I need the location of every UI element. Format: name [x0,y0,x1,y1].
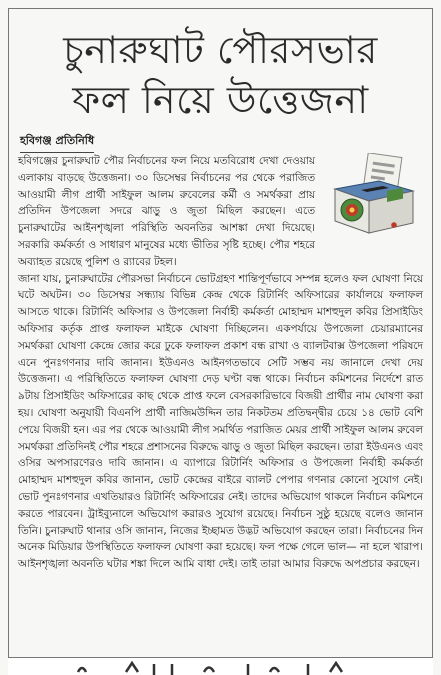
ballot-box-illustration [321,153,423,235]
article-paragraph-1: হবিগঞ্জের চুনারুঘাট পৌর নির্বাচনের ফল নিয়ে মতবিরোধ দেখা দেওয়ায় এলাকায় বাড়ছে উত্তেজনা। ৩০ ডিসেম্বর নির্বাচনের পর থেকে পরাজিত আওয়ামী লীগ প্রার্থী সাইফুল আলম রুবেলের কর্মী ও সমর্থকরা প্রায় প্রতিদিন উপজেলা সদরে ঝাড়ু ও জুতা মিছিল করছেন। এতে চুনারুঘাটের আইনশৃঙ্খলা পরিস্থিতি অবনতির আশঙ্কা দেখা দিয়েছে। সরকারি কর্মকর্তা ও সাধারণ মানুষের মধ্যে ভীতির সৃষ্টি হচ্ছে। পৌর শহরে অব্যাহত রয়েছে পুলিশ ও র‍্যাবের টহল। [18,155,315,268]
headline-line-1: চুনারুঘাট পৌরসভার [63,28,378,72]
next-article-headline-fragment [8,658,433,675]
article-body [18,153,423,573]
headline-line-2: ফল নিয়ে উত্তেজনা [72,78,369,122]
election-seal-icon [341,199,363,221]
byline: হবিগঞ্জ প্রতিনিধি [20,132,94,153]
article-paragraph-2: জানা যায়, চুনারুঘাটের পৌরসভা নির্বাচনে ভোটগ্রহণ শান্তিপূর্ণভাবে সম্পন্ন হলেও ফল ঘোষণা নিয়ে ঘটে অঘটন। ৩০ ডিসেম্বর সন্ধ্যায় বিভিন্ন কেন্দ্র থেকে রিটার্নিং অফিসারের কার্যালয়ে ফলাফল আসতে থাকে। রিটার্নিং অফিসার ও উপজেলা নির্বাহী কর্মকর্তা মোহাম্মদ মাশহুদুল কবির প্রিসাইডিং অফিসার কর্তৃক প্রাপ্ত ফলাফল মাইকে ঘোষণা দিচ্ছিলেন। একপর্যায়ে উপজেলা চেয়ারম্যানের সমর্থকরা ঘোষণা কেন্দ্রে জোর করে ঢুকে ফলাফল প্রকাশ বন্ধ রাখা ও ব্যালটবাক্স উপজেলা পরিষদে এনে পুনঃগণনার দাবি জানান। ইউএনও আইনগতভাবে সেটি সম্ভব নয় জানালে দেখা দেয় উত্তেজনা। এ পরিস্থিতিতে ফলাফল ঘোষণা দেড় ঘণ্টা বন্ধ থাকে। নির্বাচন কমিশনের নির্দেশে রাত ৯টায় প্রিসাইডিং অফিসারের কাছ থেকে প্রাপ্ত ফলে বেসরকারিভাবে বিজয়ী প্রার্থীর নাম ঘোষণা করা হয়। ঘোষণা অনুযায়ী বিএনপি প্রার্থী নাজিমউদ্দিন তার নিকটতম প্রতিদ্বন্দ্বীর চেয়ে ১৪ ভোট বেশি পেয়ে বিজয়ী হন। এর পর থেকে আওয়ামী লীগ সমর্থিত পরাজিত মেয়র প্রার্থী সাইফুল আলম রুবেল সমর্থকরা প্রতিদিনই পৌর শহরে প্রশাসনের বিরুদ্ধে ঝাড়ু ও জুতা মিছিল করছেন। তারা ইউএনও এবং ওসির অপসারণেরও দাবি জানান। এ ব্যাপারে রিটার্নিং অফিসার ও উপজেলা নির্বাহী কর্মকর্তা মোহাম্মদ মাশহুদুল কবির জানান, ভোট কেন্দ্রের বাইরে ব্যালট পেপার গণনার কোনো সুযোগ নেই। ভোট পুনঃগণনার এখতিয়ারও রিটার্নিং অফিসারের নেই। তাদের অভিযোগ থাকলে নির্বাচন কমিশনে করতে পারবেন। ট্রাইব্যুনালে অভিযোগ করারও সুযোগ রয়েছে। নির্বাচন সুষ্ঠু হয়েছে বলেও জানান তিনি। চুনারুঘাট থানার ওসি জানান, নিজের ইচ্ছামত উদ্ভট অভিযোগ করছেন তারা। নির্বাচনের দিন অনেক মিডিয়ার উপস্থিতিতে ফলাফল ঘোষণা করা হয়েছে। ফল পক্ষে গেলে ভাল— না হলে খারাপ। আইনশৃঙ্খলা অবনতি ঘটার শঙ্কা দিলে আমি বাধা দেই। তাই তারা আমার বিরুদ্ধে অপপ্রচার করছেন। [18,272,423,571]
